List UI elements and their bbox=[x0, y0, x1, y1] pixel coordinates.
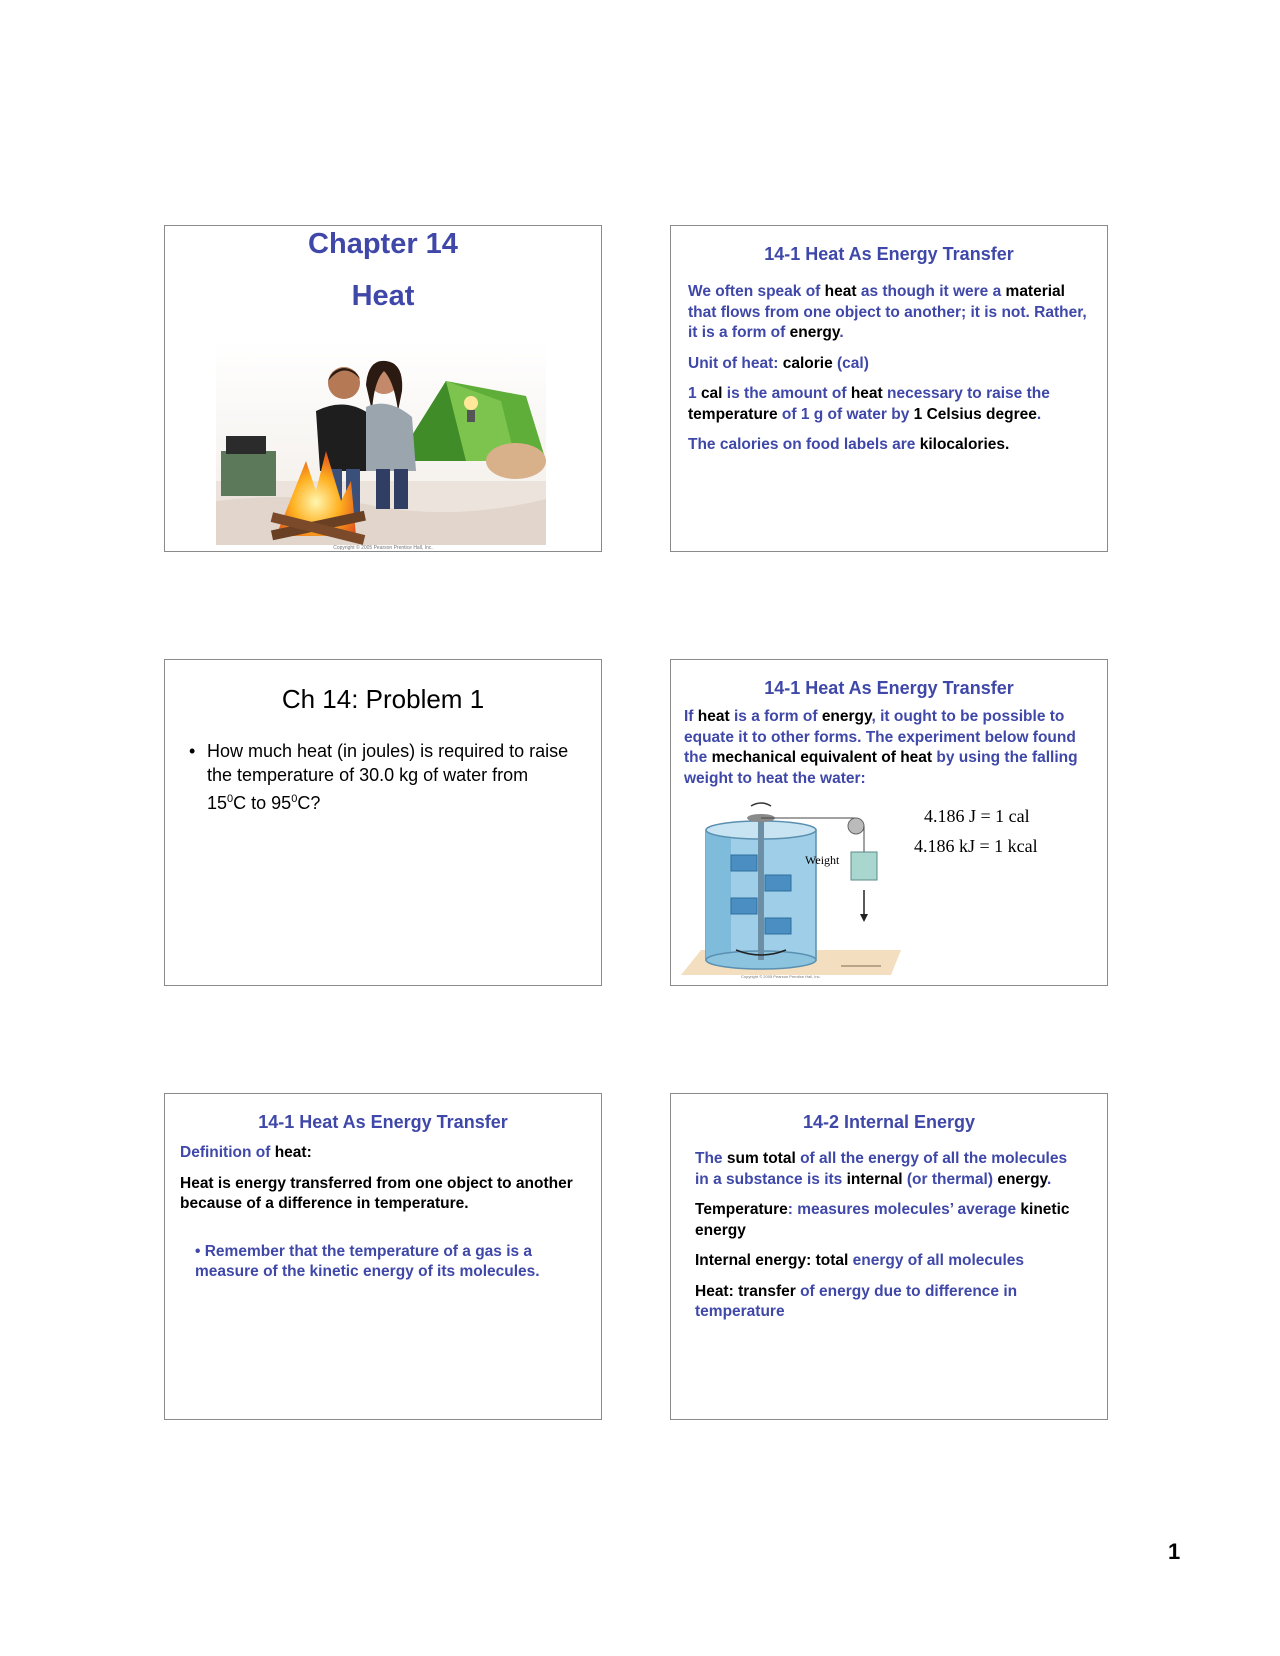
text-span: calorie bbox=[782, 354, 833, 372]
text-span: (or thermal) bbox=[902, 1170, 998, 1188]
text-span: heat bbox=[697, 708, 730, 725]
joule-apparatus-illustration bbox=[681, 800, 921, 980]
text-span: . bbox=[1047, 1170, 1052, 1188]
text-span: by using the falling weight to heat the water: bbox=[684, 749, 1078, 787]
text-span: is the amount of bbox=[722, 385, 851, 402]
slide-heading: 14-1 Heat As Energy Transfer bbox=[258, 1112, 508, 1132]
text-span: energy of all molecules bbox=[848, 1252, 1025, 1269]
slide-heat-definition bbox=[164, 1093, 602, 1420]
copyright-note: Copyright © 2005 Pearson Prentice Hall, Inc. bbox=[741, 974, 821, 979]
temperature-note: • Remember that the temperature of a gas is a measure of the kinetic energy of its molecules. bbox=[195, 1242, 540, 1280]
slide-heading: 14-1 Heat As Energy Transfer bbox=[764, 244, 1014, 264]
text-span: . bbox=[839, 324, 844, 341]
slide-body bbox=[684, 707, 1087, 789]
text-span: of all the energy of all the molecules in a substance is its bbox=[695, 1150, 1068, 1188]
text-span: that flows from one object to another; it is not. Rather, it is a form of bbox=[688, 303, 1087, 341]
text-span: C to 95 bbox=[233, 793, 292, 813]
slide-heat-energy-transfer-2 bbox=[670, 659, 1108, 986]
slide-chapter-title bbox=[164, 225, 602, 552]
superscript: 0 bbox=[291, 793, 298, 805]
copyright-note: Copyright © 2005 Pearson Prentice Hall, Inc. bbox=[333, 545, 433, 551]
chapter-title: Chapter 14 bbox=[308, 228, 458, 260]
joule-experiment-diagram bbox=[681, 800, 921, 980]
paragraph-heat-definition bbox=[688, 282, 1089, 344]
text-span: mechanical equivalent of heat bbox=[711, 749, 933, 766]
paragraph-mechanical-equivalent bbox=[684, 707, 1087, 789]
text-span: heat: bbox=[274, 1144, 312, 1161]
paragraph-calorie-definition bbox=[688, 384, 1089, 425]
text-span: 1 Celsius degree bbox=[913, 405, 1037, 423]
text-span: material bbox=[1005, 283, 1065, 300]
text-span: kinetic energy bbox=[695, 1201, 1070, 1239]
weight-label: Weight bbox=[805, 853, 840, 867]
text-span: heat bbox=[824, 283, 857, 300]
campfire-photo bbox=[216, 341, 546, 545]
text-span: of 1 g of water by bbox=[777, 405, 914, 423]
problem-question bbox=[189, 739, 569, 815]
slide-internal-energy bbox=[670, 1093, 1108, 1420]
text-span: sum total bbox=[726, 1150, 796, 1167]
text-span: Definition of bbox=[180, 1144, 275, 1161]
paragraph-temperature bbox=[695, 1200, 1085, 1241]
equation-joule-calorie: 4.186 J = 1 cal bbox=[924, 806, 1030, 826]
text-span: necessary to raise the bbox=[882, 385, 1050, 402]
text-span: internal bbox=[846, 1170, 903, 1188]
text-span: How much heat (in joules) is required to raise the temperature of 30.0 kg of water from 15 bbox=[207, 741, 569, 813]
text-span: energy bbox=[789, 324, 840, 341]
text-span: Heat: transfer bbox=[695, 1282, 796, 1300]
text-span: (cal) bbox=[832, 354, 869, 372]
question-text bbox=[207, 739, 569, 815]
text-span: temperature bbox=[688, 405, 778, 423]
text-span: cal bbox=[700, 385, 723, 402]
text-span: energy bbox=[821, 708, 872, 725]
text-span: We often speak of bbox=[688, 283, 825, 300]
slide-body bbox=[180, 1143, 579, 1283]
paragraph-internal-energy bbox=[695, 1149, 1085, 1190]
slide-body bbox=[695, 1149, 1085, 1323]
slide-heading: 14-2 Internal Energy bbox=[802, 1112, 976, 1132]
campfire-photo-illustration bbox=[216, 341, 546, 545]
text-span: . bbox=[1036, 405, 1042, 423]
paragraph-heat-summary bbox=[695, 1282, 1085, 1323]
text-span: kilocalories. bbox=[919, 436, 1010, 453]
text-span: Unit of heat: bbox=[688, 354, 783, 372]
definition-text: Heat is energy transferred from one object to another because of a difference in temperature. bbox=[180, 1174, 573, 1212]
slide-problem-1 bbox=[164, 659, 602, 986]
text-span: as though it were a bbox=[856, 283, 1006, 300]
slide-heat-energy-transfer-1 bbox=[670, 225, 1108, 552]
text-span: of energy due to difference in temperature bbox=[695, 1282, 1018, 1320]
paragraph-unit-of-heat bbox=[688, 354, 1089, 375]
paragraph-food-labels bbox=[688, 435, 1089, 456]
text-span: heat bbox=[850, 385, 883, 402]
text-span: energy bbox=[997, 1170, 1048, 1188]
text-span: , it ought to be possible to equate it to other forms. The experiment below found the bbox=[684, 708, 1076, 766]
text-span: C? bbox=[297, 793, 321, 813]
bullet-icon: • bbox=[189, 741, 196, 761]
page-number: 1 bbox=[1168, 1539, 1181, 1564]
text-span: The bbox=[695, 1150, 727, 1167]
equation-kilojoule-kilocalorie: 4.186 kJ = 1 kcal bbox=[914, 836, 1038, 856]
paragraph-internal-energy-summary bbox=[695, 1251, 1085, 1272]
text-span: Temperature bbox=[695, 1201, 788, 1218]
definition-label bbox=[180, 1143, 579, 1164]
text-span: 1 bbox=[688, 385, 701, 402]
text-span: : measures molecules’ average bbox=[787, 1201, 1021, 1218]
slide-heading: 14-1 Heat As Energy Transfer bbox=[764, 678, 1014, 698]
text-span: Internal energy: total bbox=[695, 1252, 849, 1269]
superscript: 0 bbox=[227, 793, 234, 805]
slide-body bbox=[688, 282, 1089, 456]
text-span: If bbox=[684, 708, 698, 725]
text-span: is a form of bbox=[729, 708, 822, 725]
text-span: The calories on food labels are bbox=[688, 436, 920, 453]
chapter-subtitle: Heat bbox=[351, 280, 415, 312]
problem-title: Ch 14: Problem 1 bbox=[281, 684, 485, 714]
